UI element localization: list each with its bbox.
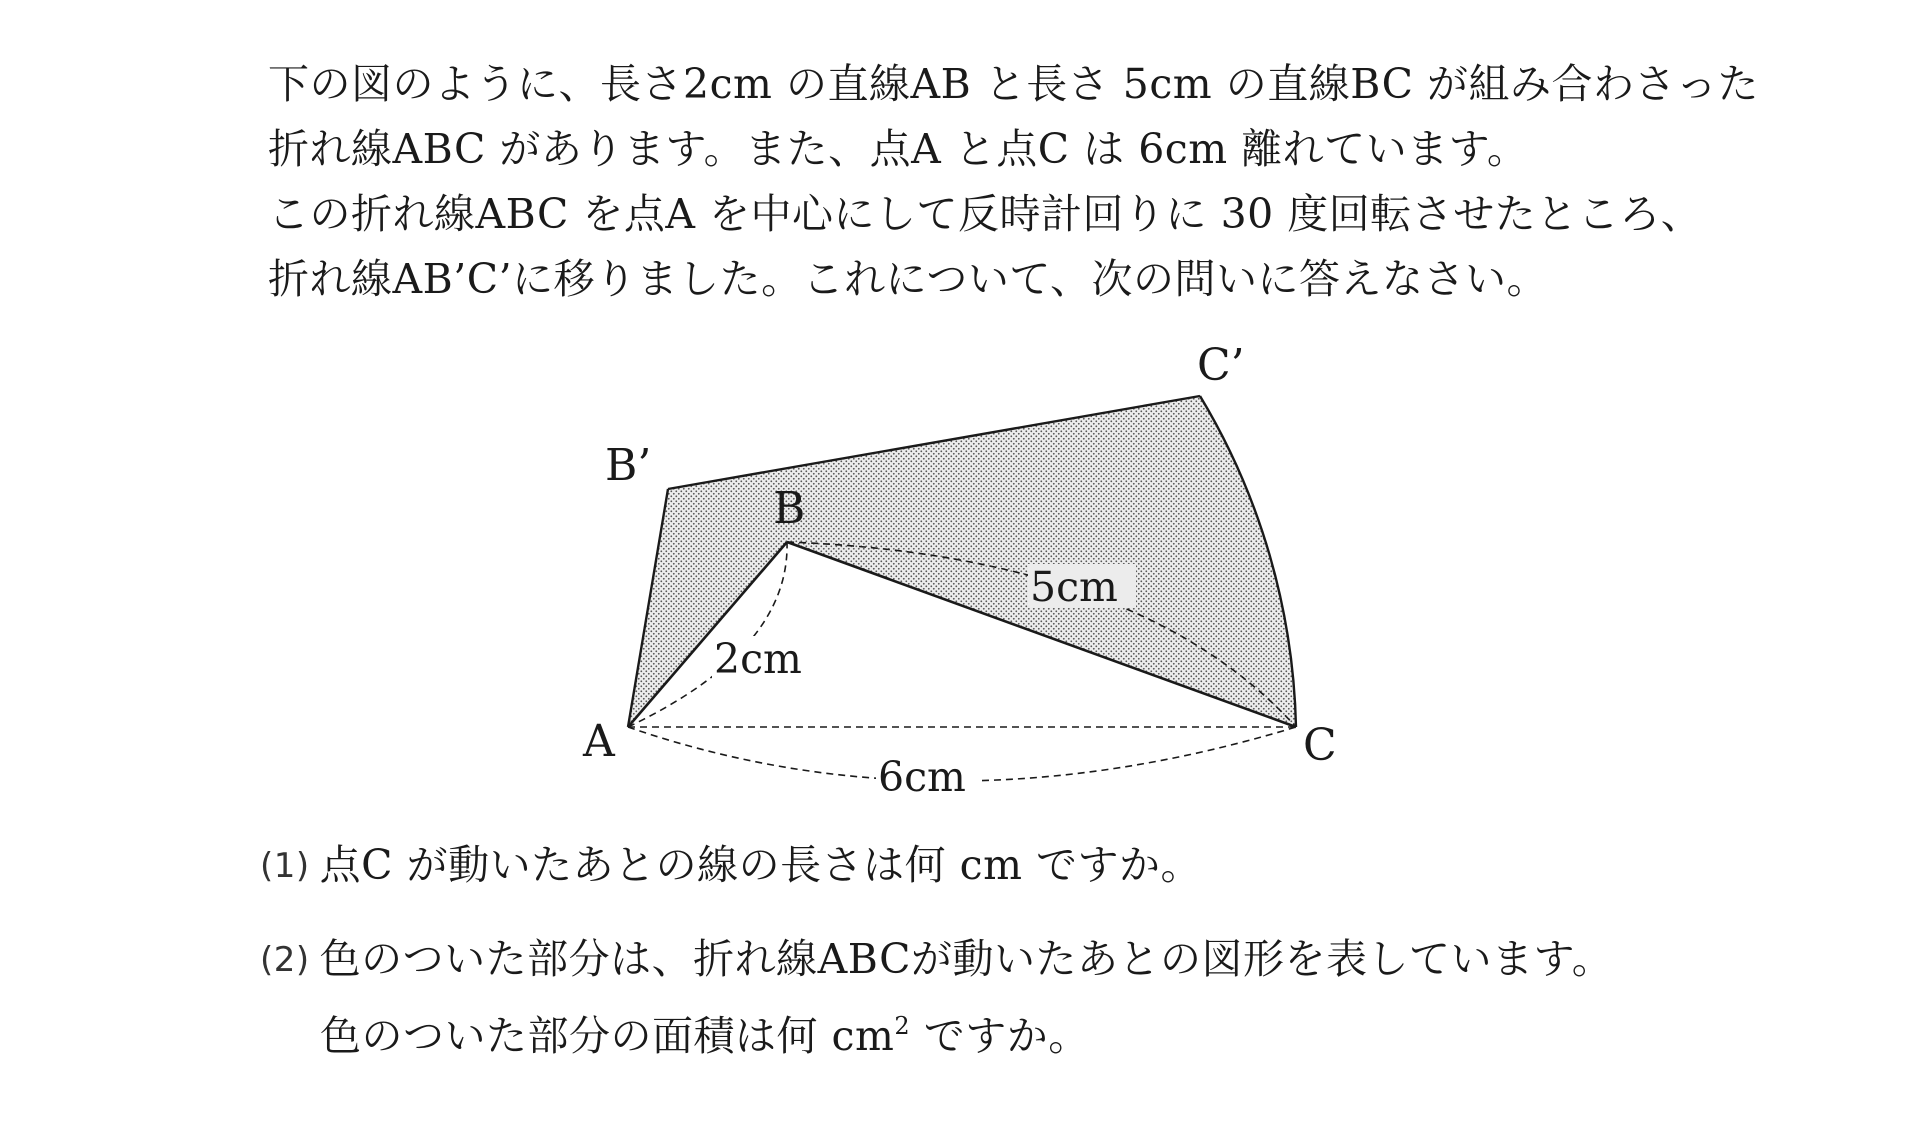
question-2-line-2 xyxy=(260,1005,1613,1067)
intro-line-2: 折れ線ABC があります。また、点A と点C は 6cm 離れています。 xyxy=(268,125,1529,173)
point-label-a: A xyxy=(583,716,615,767)
intro-line-1: 下の図のように、長さ2cm の直線AB と長さ 5cm の直線BC が組み合わさった xyxy=(268,60,1760,108)
question-1-text: 点C が動いたあとの線の長さは何 cm ですか。 xyxy=(319,841,1202,889)
question-2-number: (2) xyxy=(260,940,310,980)
intro-line-3: この折れ線ABC を点A を中心にして反時計回りに 30 度回転させたところ、 xyxy=(268,190,1703,238)
length-label-ab: 2cm xyxy=(714,635,802,683)
question-2-text-line-2-tail: ですか。 xyxy=(910,1012,1090,1060)
question-2-text-line-1: 色のついた部分は、折れ線ABCが動いたあとの図形を表しています。 xyxy=(319,935,1614,983)
intro-line-4: 折れ線AB’C’に移りました。これについて、次の問いに答えなさい。 xyxy=(268,255,1549,303)
point-label-bprime: B’ xyxy=(605,440,652,491)
question-2 xyxy=(260,928,1613,1067)
length-label-ac: 6cm xyxy=(878,753,966,801)
squared-superscript: 2 xyxy=(894,1012,911,1040)
point-label-c: C xyxy=(1303,720,1337,771)
question-1 xyxy=(260,834,1202,897)
question-2-text-line-2: 色のついた部分の面積は何 cm xyxy=(320,1012,895,1060)
question-1-number: (1) xyxy=(260,846,310,886)
length-label-bc: 5cm xyxy=(1030,563,1118,611)
point-label-cprime: C’ xyxy=(1197,340,1245,391)
point-label-b: B xyxy=(773,483,806,534)
